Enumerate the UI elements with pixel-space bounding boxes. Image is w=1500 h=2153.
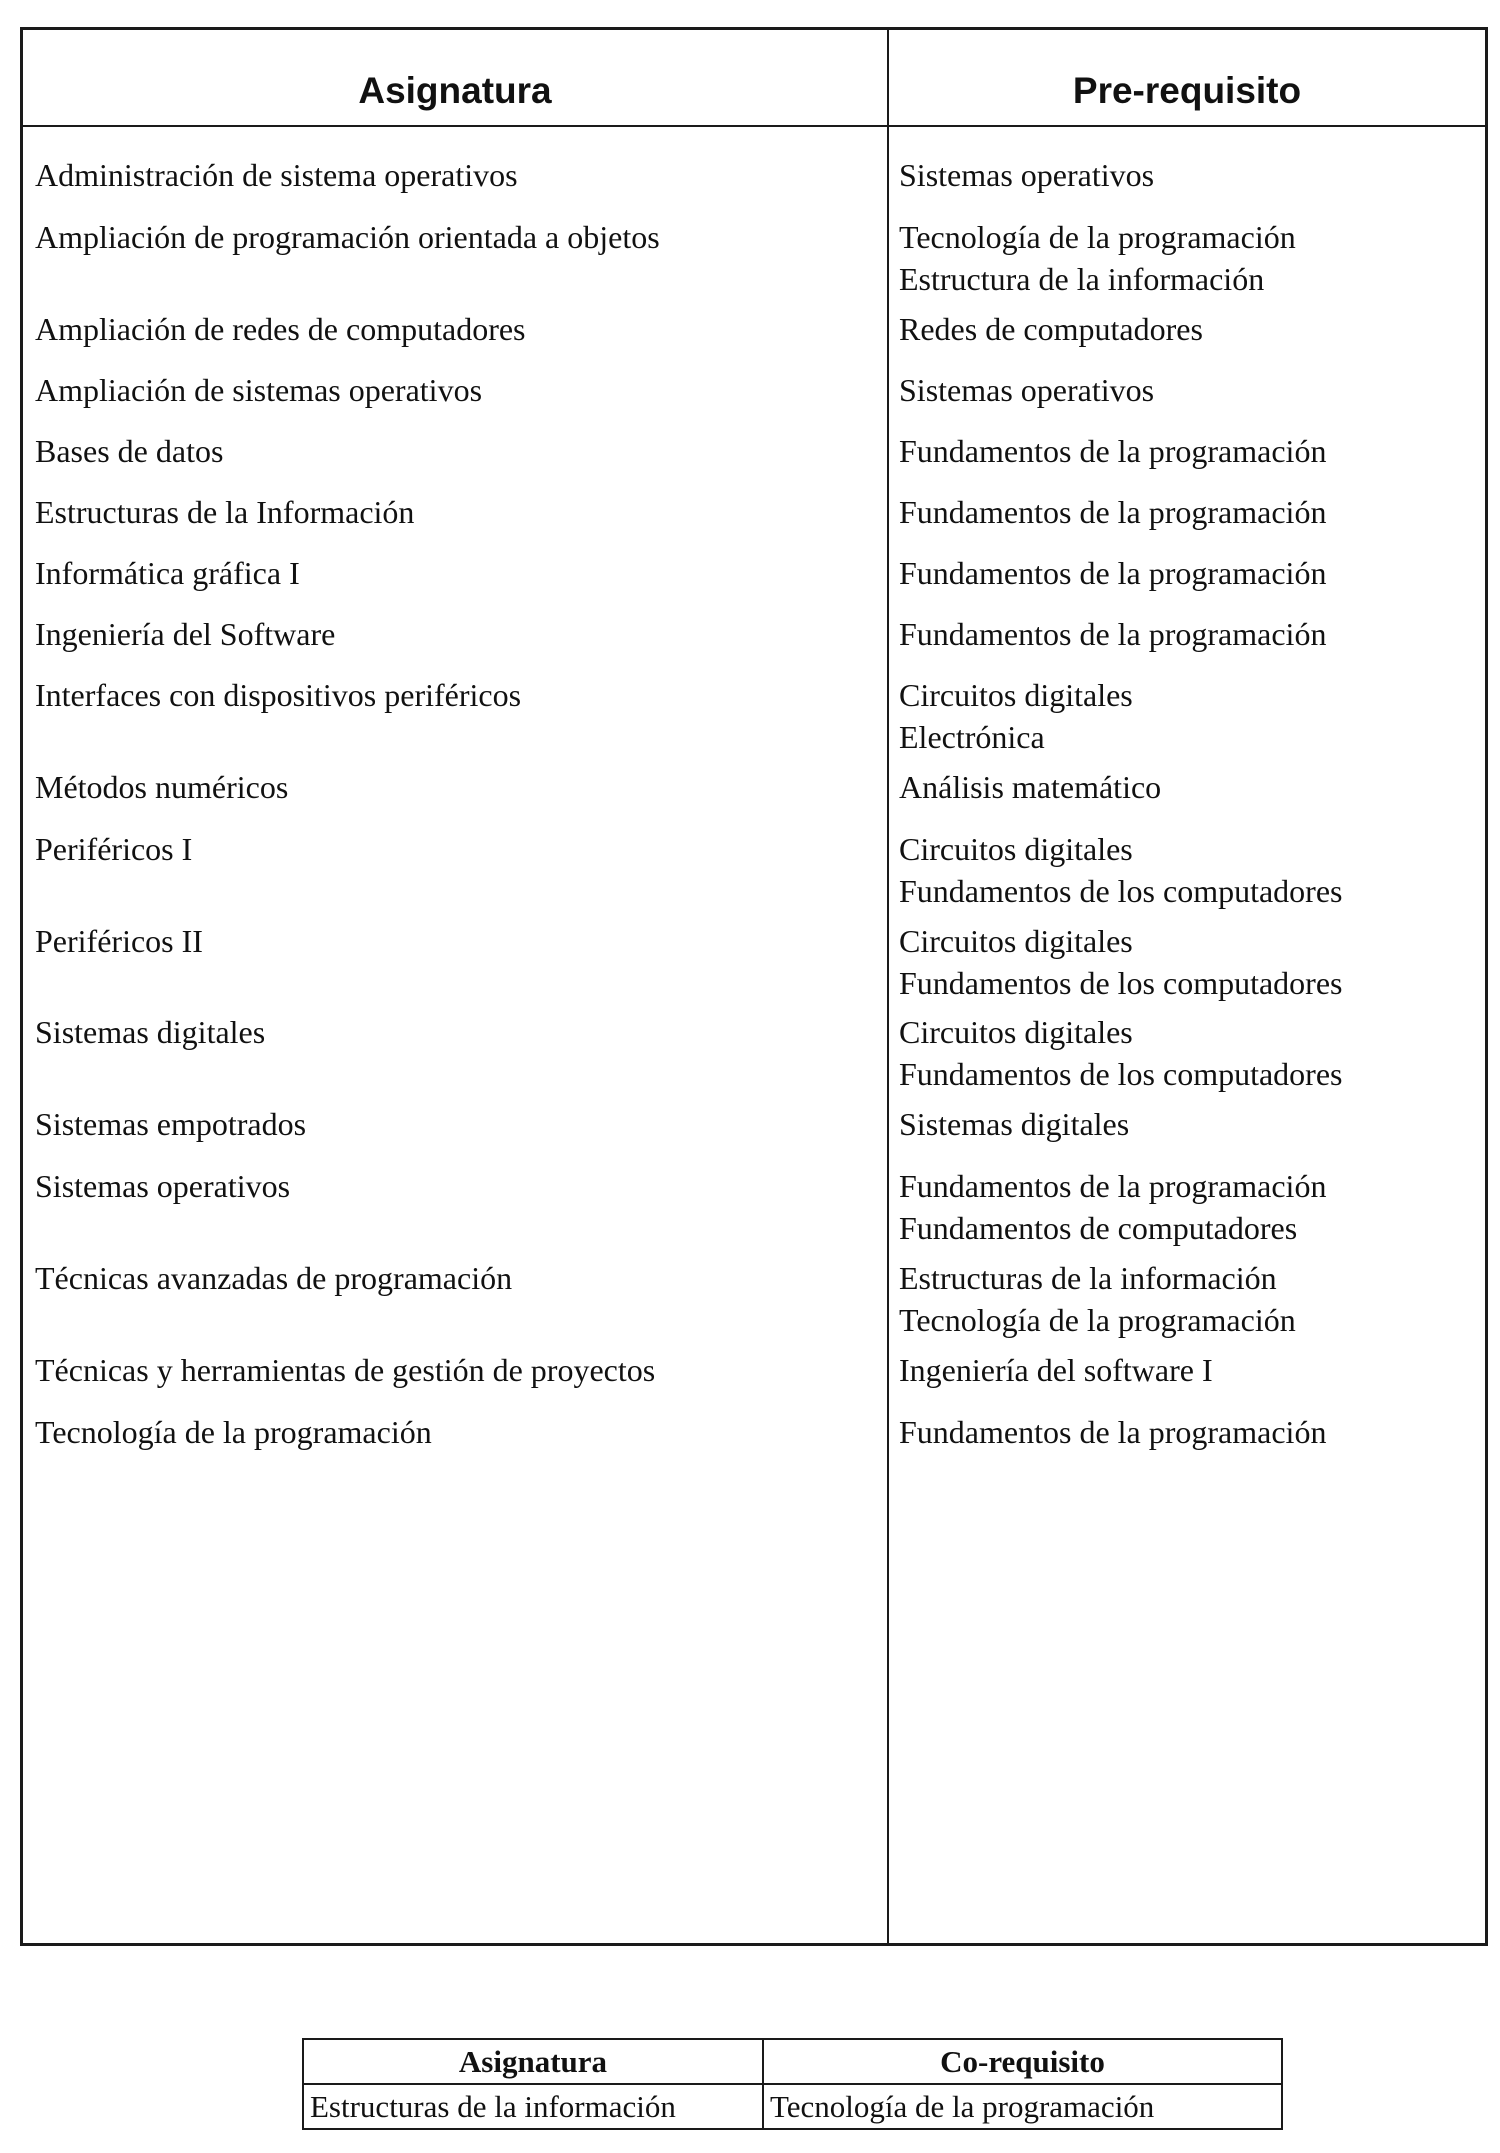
table-row <box>23 920 1485 1004</box>
corequisites-table <box>302 2038 1283 2130</box>
subject-cell: Administración de sistema operativos <box>35 157 518 193</box>
prerequisite-item: Circuitos digitales <box>899 677 1133 713</box>
prerequisite-item: Análisis matemático <box>899 769 1162 805</box>
prerequisite-item: Sistemas digitales <box>899 1106 1130 1142</box>
prerequisite-cell <box>887 828 1485 912</box>
prerequisite-cell <box>887 308 1485 350</box>
co-header-subject: Asignatura <box>303 2039 763 2084</box>
prerequisite-item: Fundamentos de la programación <box>899 433 1327 469</box>
prerequisite-cell <box>887 1165 1485 1249</box>
prerequisite-item: Electrónica <box>899 719 1045 755</box>
co-subject-cell: Estructuras de la información <box>303 2084 763 2129</box>
prerequisite-item: Fundamentos de computadores <box>899 1210 1298 1246</box>
prerequisite-item: Ingeniería del software I <box>899 1352 1213 1388</box>
prerequisite-item: Fundamentos de la programación <box>899 555 1327 591</box>
subject-cell: Métodos numéricos <box>35 769 289 805</box>
prerequisite-item: Tecnología de la programación <box>899 219 1296 255</box>
co-table-row <box>303 2084 1282 2129</box>
prerequisite-cell <box>887 1257 1485 1341</box>
prerequisite-item: Fundamentos de los computadores <box>899 873 1343 909</box>
co-header-corequisite: Co-requisito <box>763 2039 1282 2084</box>
subject-cell: Periféricos II <box>35 923 203 959</box>
prerequisite-cell <box>887 1103 1485 1145</box>
subject-cell: Ingeniería del Software <box>35 616 336 652</box>
subject-cell: Informática gráfica I <box>35 555 300 591</box>
table-row <box>23 766 1485 808</box>
prerequisite-item: Circuitos digitales <box>899 831 1133 867</box>
prerequisite-item: Sistemas operativos <box>899 372 1155 408</box>
prerequisite-cell <box>887 1349 1485 1391</box>
table-row <box>23 1257 1485 1341</box>
table-row <box>23 1411 1485 1453</box>
table-row <box>23 1011 1485 1095</box>
prerequisite-cell <box>887 920 1485 1004</box>
subject-cell: Sistemas empotrados <box>35 1106 307 1142</box>
prerequisite-item: Fundamentos de la programación <box>899 494 1327 530</box>
table-row <box>23 1103 1485 1145</box>
table-row <box>23 154 1485 196</box>
subject-cell: Interfaces con dispositivos periféricos <box>35 677 522 713</box>
prerequisite-item: Estructura de la información <box>899 261 1265 297</box>
prerequisite-cell <box>887 430 1485 472</box>
header-prerequisite: Pre-requisito <box>1072 70 1302 111</box>
prerequisite-cell <box>887 491 1485 533</box>
prerequisite-cell <box>887 552 1485 594</box>
table-row <box>23 828 1485 912</box>
table-row <box>23 613 1485 655</box>
co-corequisite-cell: Tecnología de la programación <box>763 2084 1282 2129</box>
subject-cell: Técnicas y herramientas de gestión de proyectos <box>35 1352 656 1388</box>
header-subject: Asignatura <box>358 70 552 111</box>
co-table-header-row <box>303 2039 1282 2084</box>
prerequisite-item: Tecnología de la programación <box>899 1302 1296 1338</box>
subject-cell: Estructuras de la Información <box>35 494 415 530</box>
table-row <box>23 216 1485 300</box>
prerequisite-cell <box>887 216 1485 300</box>
table-header <box>23 30 1485 127</box>
table-row <box>23 430 1485 472</box>
prerequisite-item: Fundamentos de la programación <box>899 1414 1327 1450</box>
subject-cell: Ampliación de programación orientada a objetos <box>35 219 660 255</box>
prerequisite-item: Fundamentos de los computadores <box>899 965 1343 1001</box>
prerequisite-cell <box>887 1011 1485 1095</box>
subject-cell: Periféricos I <box>35 831 193 867</box>
prerequisite-item: Estructuras de la información <box>899 1260 1277 1296</box>
prerequisite-cell <box>887 369 1485 411</box>
prerequisite-item: Circuitos digitales <box>899 923 1133 959</box>
prerequisite-item: Circuitos digitales <box>899 1014 1133 1050</box>
table-row <box>23 1349 1485 1391</box>
prerequisite-cell <box>887 613 1485 655</box>
prerequisite-item: Fundamentos de la programación <box>899 616 1327 652</box>
subject-cell: Tecnología de la programación <box>35 1414 432 1450</box>
prerequisite-item: Fundamentos de la programación <box>899 1168 1327 1204</box>
subject-cell: Sistemas digitales <box>35 1014 266 1050</box>
prerequisite-cell <box>887 1411 1485 1453</box>
table-row <box>23 552 1485 594</box>
subject-cell: Sistemas operativos <box>35 1168 291 1204</box>
prerequisites-table <box>20 27 1488 1946</box>
prerequisite-item: Fundamentos de los computadores <box>899 1056 1343 1092</box>
prerequisite-item: Redes de computadores <box>899 311 1203 347</box>
table-row <box>23 308 1485 350</box>
subject-cell: Ampliación de sistemas operativos <box>35 372 483 408</box>
subject-cell: Bases de datos <box>35 433 224 469</box>
subject-cell: Ampliación de redes de computadores <box>35 311 526 347</box>
subject-cell: Técnicas avanzadas de programación <box>35 1260 513 1296</box>
prerequisite-cell <box>887 766 1485 808</box>
prerequisite-cell <box>887 154 1485 196</box>
table-row <box>23 491 1485 533</box>
table-row <box>23 674 1485 758</box>
table-row <box>23 369 1485 411</box>
table-row <box>23 1165 1485 1249</box>
prerequisite-cell <box>887 674 1485 758</box>
prerequisite-item: Sistemas operativos <box>899 157 1155 193</box>
